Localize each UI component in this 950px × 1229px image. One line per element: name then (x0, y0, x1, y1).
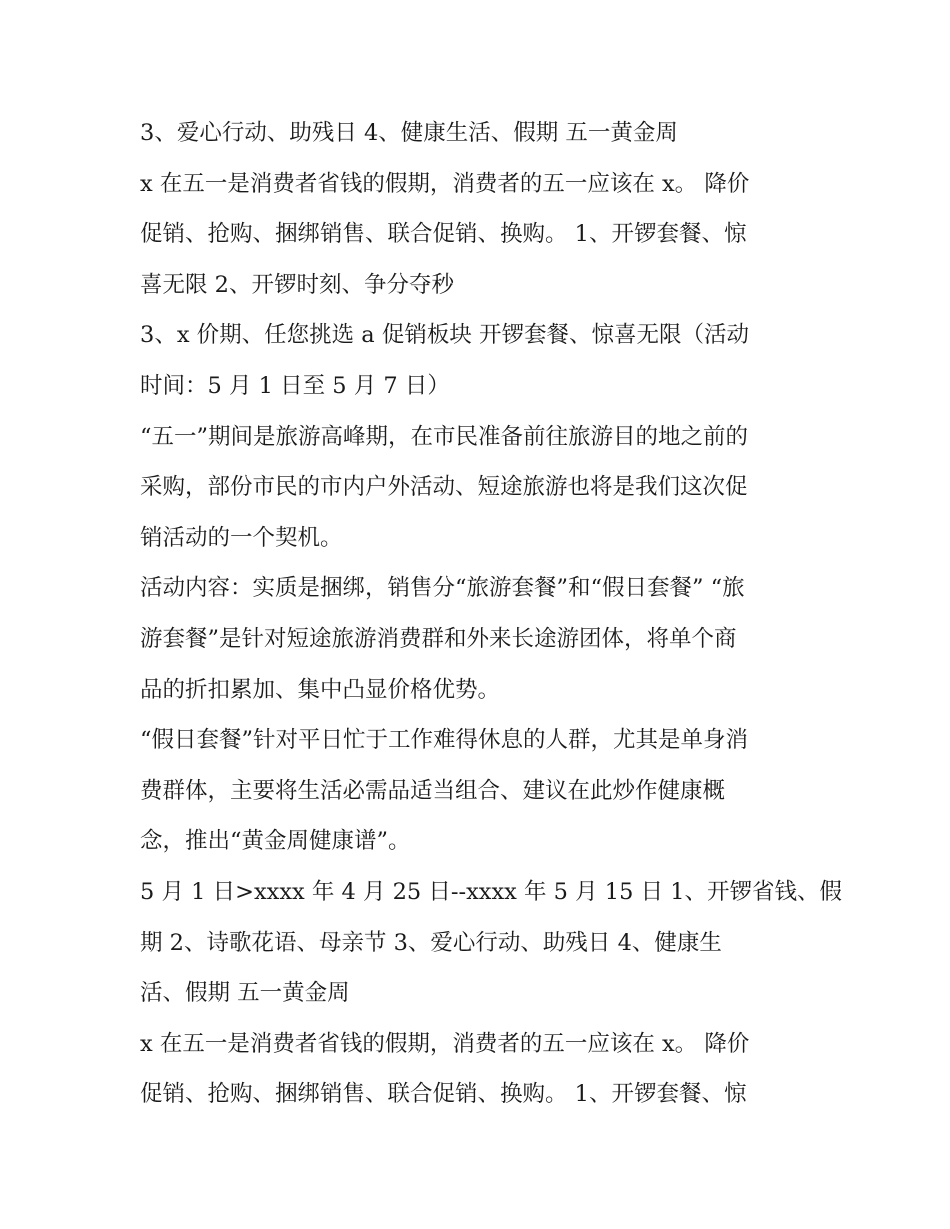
text-line: 促销、抢购、捆绑销售、联合促销、换购。 1、开锣套餐、惊 (140, 1081, 747, 1108)
text-line: “假日套餐”针对平日忙于工作难得休息的人群，尤其是单身消 (140, 727, 749, 754)
document-body (140, 108, 843, 1120)
text-line: 活、假期 五一黄金周 (140, 980, 350, 1007)
text-line: 3、爱心行动、助残日 4、健康生活、假期 五一黄金周 (140, 120, 678, 146)
text-line: 活动内容：实质是捆绑，销售分“旅游套餐”和“假日套餐” “旅 (140, 575, 745, 602)
text-line: 期 2、诗歌花语、母亲节 3、爱心行动、助残日 4、健康生 (140, 929, 722, 956)
text-line: 品的折扣累加、集中凸显价格优势。 (140, 676, 501, 703)
text-line: 费群体，主要将生活必需品适当组合、建议在此炒作健康概 (140, 777, 726, 804)
text-line: 3、x 价期、任您挑选 a 促销板块 开锣套餐、惊喜无限（活动 (140, 322, 750, 349)
text-line: x 在五一是消费者省钱的假期，消费者的五一应该在 x。 降价 (140, 1030, 750, 1057)
text-line: “五一”期间是旅游高峰期，在市民准备前往旅游目的地之前的 (140, 423, 749, 450)
text-line: 促销、抢购、捆绑销售、联合促销、换购。 1、开锣套餐、惊 (140, 221, 747, 248)
text-line: 时间：5 月 1 日至 5 月 7 日） (140, 372, 450, 399)
text-line: 采购，部份市民的市内户外活动、短途旅游也将是我们这次促 (140, 474, 748, 501)
text-line: x 在五一是消费者省钱的假期，消费者的五一应该在 x。 降价 (140, 170, 750, 197)
text-line: 念，推出“黄金周健康谱”。 (140, 828, 411, 855)
text-line: 喜无限 2、开锣时刻、争分夺秒 (140, 271, 454, 298)
text-line: 游套餐”是针对短途旅游消费群和外来长途游团体，将单个商 (140, 625, 737, 652)
text-line: 5 月 1 日>xxxx 年 4 月 25 日--xxxx 年 5 月 15 日 1、开锣省钱、假 (140, 878, 843, 905)
text-line: 销活动的一个契机。 (140, 524, 343, 551)
